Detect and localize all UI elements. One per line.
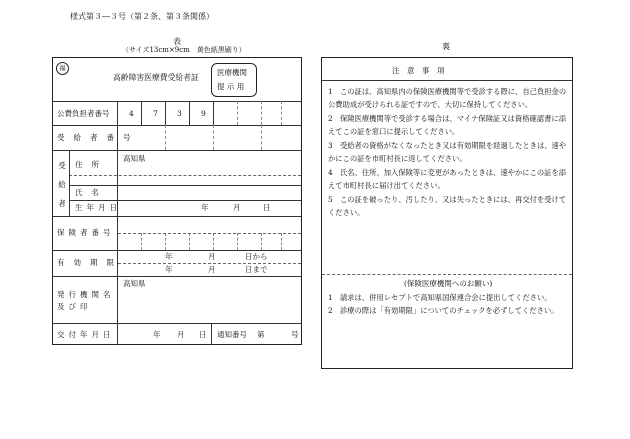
display-stamp — [211, 63, 257, 97]
address-label: 住所 — [75, 160, 108, 169]
note-3: 3 受給者の資格がなくなったとき又は有効期限を経過したときは、速やかにこの証を市町村長に返してください。 — [328, 141, 567, 163]
payer-number-label: 公費負担者番号 — [57, 109, 110, 118]
dob-day: 日 — [263, 203, 271, 212]
notice-label: 通知番号 — [217, 330, 247, 339]
payer-digit-3: 3 — [177, 109, 182, 118]
validity-from-year: 年 — [165, 252, 173, 261]
note-4: 4 氏名、住所、加入保険等に変更があったときは、速やかにこの証を添えて市町村長に届け出てください。 — [328, 168, 567, 190]
size-note: （サイズ13cm×9cm 黄色紙黒刷り） — [122, 46, 246, 54]
payer-digit-1: 4 — [129, 109, 134, 118]
stamp-line-2: 提 示 用 — [217, 82, 245, 91]
recipient-number-label: 受給者番号 — [57, 133, 140, 142]
validity-until-suffix: 日まで — [245, 265, 268, 274]
issuer-value: 高知県 — [123, 279, 146, 288]
validity-label: 有効期限 — [57, 258, 123, 267]
seal-icon: 福 — [56, 62, 69, 75]
stamp-line-1: 医療機関 — [217, 68, 247, 77]
request-2: 2 診療の際は「有効期限」についてのチェックを必ずしてください。 — [328, 306, 559, 315]
front-card — [52, 57, 302, 345]
issuer-label-2: 及び印 — [57, 302, 92, 311]
dob-label: 生年月日 — [75, 203, 121, 212]
validity-until-month: 月 — [208, 265, 216, 274]
recipient-side-label: 受給者 — [58, 161, 66, 208]
note-1: 1 この証は、高知県内の保険医療機関等で受診する際に、自己負担金の公費助成が受けられる証ですので、大切に保持してください。 — [328, 87, 567, 109]
notice-dai: 第 — [257, 330, 265, 339]
issue-date-label: 交付年月日 — [57, 330, 115, 339]
form-id: 様式第３―３号（第２条、第３条関係） — [70, 12, 214, 21]
request-1: 1 請求は、併用レセプトで高知県国保連合会に提出してください。 — [328, 293, 552, 302]
request-title: (保険医療機関へのお願い) — [404, 279, 493, 288]
validity-from-month: 月 — [208, 252, 216, 261]
address-value: 高知県 — [123, 154, 146, 163]
issuer-label-1: 発行機関名 — [57, 290, 115, 299]
dob-year: 年 — [201, 203, 209, 212]
validity-until-year: 年 — [165, 265, 173, 274]
notice-go: 号 — [291, 330, 299, 339]
payer-digit-4: 9 — [201, 109, 206, 118]
note-2: 2 保険医療機関等で受診する場合は、マイナ保険証又は資格確認書に添えてこの証を窓口に提示してください。 — [328, 114, 566, 136]
insurer-number-label: 保険者番号 — [57, 228, 115, 237]
back-heading: 裏 — [442, 42, 450, 51]
payer-digit-2: 7 — [153, 109, 158, 118]
note-5: 5 この証を破ったり、汚したり、又は失ったときには、再交付を受けてください。 — [328, 195, 567, 217]
certificate-title: 高齢障害医療費受給者証 — [113, 73, 199, 82]
issue-year: 年 — [153, 330, 161, 339]
issue-day: 日 — [199, 330, 207, 339]
back-card — [321, 57, 573, 369]
issue-month: 月 — [177, 330, 185, 339]
dob-month: 月 — [233, 203, 241, 212]
notes-title: 注 意 事 項 — [392, 66, 445, 75]
front-heading: 表 — [173, 37, 181, 46]
validity-from-suffix: 日から — [245, 252, 268, 261]
name-label: 氏名 — [75, 188, 108, 197]
